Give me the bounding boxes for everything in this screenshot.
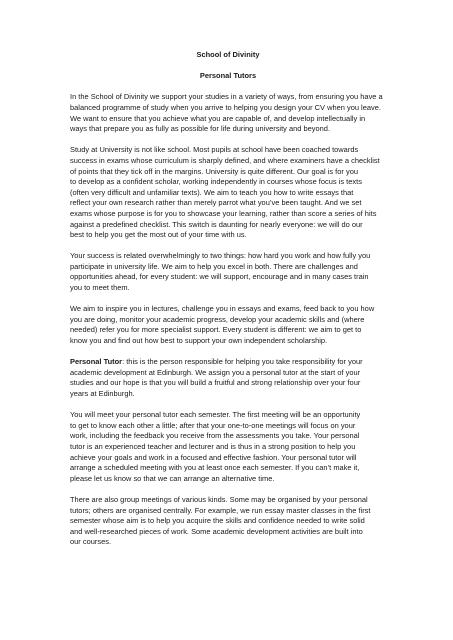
text-line [70, 357, 386, 368]
text-line: know you and find out how best to support your own independent scholarship. [70, 336, 328, 346]
document-subtitle: Personal Tutors [199, 71, 257, 81]
text-line: arrange a scheduled meeting with you at least once each semester. If you can’t make it, [70, 463, 360, 473]
text-line: You will meet your personal tutor each semester. The first meeting will be an opportunity [70, 410, 361, 420]
text-line: best to help you get the most out of your time with us. [70, 230, 247, 240]
text-line: please let us know so that we can arrange an alternative time. [70, 473, 275, 483]
text-line: There are also group meetings of various kinds. Some may be organised by your personal [70, 494, 368, 504]
text-line: balanced programme of study when you arrive to helping you design your CV when you leave. [70, 102, 381, 112]
paragraph-study [70, 145, 386, 240]
paragraph-meetings [70, 410, 386, 484]
text-line: academic development at Edinburgh. We assign you a personal tutor at the start of your [70, 367, 361, 377]
text-line: to develop as a confident scholar, working independently in courses whose focus is texts [70, 177, 362, 187]
text-line: studies and our hope is that you will build a fruitful and strong relationship over your four [70, 378, 361, 388]
text-line: years at Edinburgh. [70, 389, 135, 398]
document-body [70, 50, 386, 559]
text-line: tutor is an experienced teacher and lecturer and is thus in a strong position to help you [70, 441, 356, 451]
text-line: you to meet them. [70, 283, 130, 293]
text-line: against a predefined checklist. This switch is daunting for nearly everyone: we will do our [70, 219, 363, 229]
text-line: We aim to inspire you in lectures, challenge you in essays and exams, feed back to you how [70, 304, 375, 314]
paragraph-intro [70, 92, 386, 134]
term-personal-tutor: Personal Tutor [70, 357, 123, 367]
text-line: participate in university life. We aim to help you excel in both. There are challenges and [70, 261, 358, 271]
paragraph-personal-tutor [70, 357, 386, 399]
text-line: Your success is related overwhelmingly to two things: how hard you work and how fully you [70, 251, 371, 261]
text-line: success in exams whose curriculum is sharply defined, and where examiners have a checklist [70, 155, 380, 165]
text-line: needed) refer you for more specialist support. Every student is different: we aim to get to [70, 325, 362, 335]
term-definition-lead: : this is the person responsible for helping you take responsibility for your [122, 357, 363, 367]
text-line: We want to ensure that you achieve what you are capable of, and develop intellectually in [70, 113, 366, 123]
text-line: semester whose aim is to help you acquire the skills and confidence needed to write solid [70, 516, 365, 526]
text-line: reflect your own research rather than merely parrot what you’ve been taught. And we set [70, 198, 362, 208]
paragraph-success [70, 251, 386, 293]
text-line: In the School of Divinity we support your studies in a variety of ways, from ensuring you have a [70, 92, 383, 102]
text-line: to get to know each other a little; after that your one-to-one meetings will focus on your [70, 420, 356, 430]
text-line: exams whose purpose is for you to showcase your learning, rather than score a series of hits [70, 208, 377, 218]
text-line: our courses. [70, 537, 112, 547]
paragraph-group-meetings [70, 495, 386, 548]
text-line: Study at University is not like school. Most pupils at school have been coached towards [70, 145, 359, 155]
text-line: you are doing, monitor your academic progress, develop your academic skills and (where [70, 314, 365, 324]
text-line: opportunities ahead, for every student: we will support, encourage and in many cases train [70, 272, 369, 282]
document-title: School of Divinity [196, 50, 260, 59]
paragraph-inspire [70, 304, 386, 346]
text-line: ways that prepare you as fully as possible for life during university and beyond. [70, 124, 331, 134]
text-line: of points that they tick off in the margins. University is quite different. Our goal is for you [70, 166, 358, 176]
text-line: achieve your goals and work in a focused and effective fashion. Your personal tutor will [70, 452, 357, 462]
text-line: work, including the feedback you receive from the assessments you take. Your personal [70, 431, 360, 441]
text-line: and well-researched pieces of work. Some academic development activities are built into [70, 526, 363, 536]
text-line: (often very difficult and unfamiliar texts). We aim to teach you how to write essays that [70, 187, 354, 197]
text-line: tutors; others are organised centrally. For example, we run essay master classes in the first [70, 505, 371, 515]
